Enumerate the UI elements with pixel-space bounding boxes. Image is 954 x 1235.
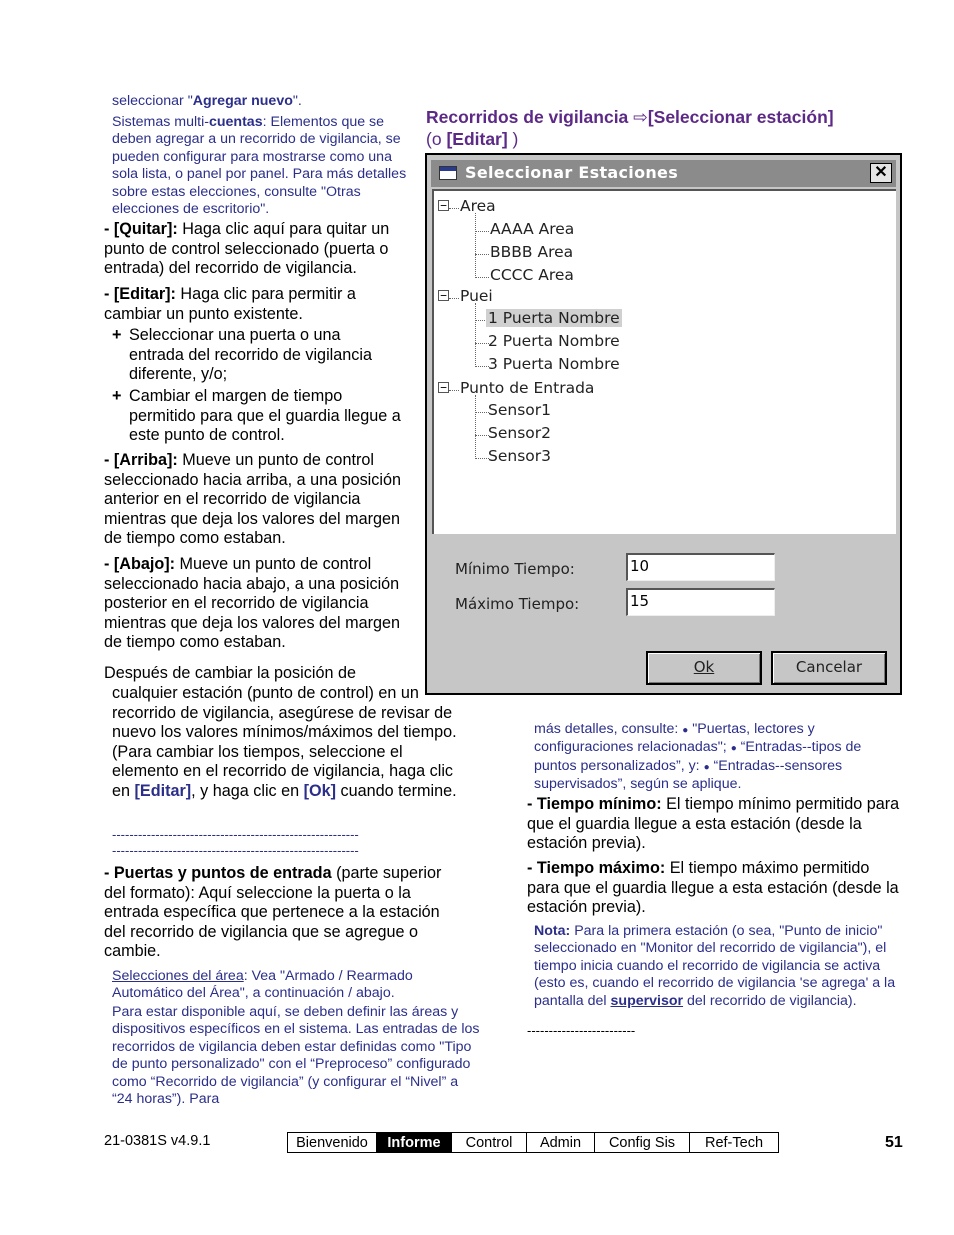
nav-config-sis[interactable]: Config Sis [595, 1133, 690, 1152]
puertas-item: - Puertas y puntos de entrada (parte superior del formato): Aquí seleccione la puerta o la entrada específica que pertenece a la estación del recorrido de vigilancia que se agregue o cambie. [104, 864, 442, 961]
abajo-item: - [Abajo]: Mueve un punto de control seleccionado hacia abajo, a una posición posterior en el recorrido de vigilancia mientras que deja los valores del margen de tiempo como estaban. [104, 555, 401, 652]
document-id: 21-0381S v4.9.1 [104, 1133, 211, 1149]
supervisor-link[interactable]: supervisor [610, 992, 684, 1009]
separator-line-1: --------------------------------------------------------- [112, 827, 359, 842]
arriba-item: - [Arriba]: Mueve un punto de control seleccionado hacia arriba, a una posición anterior en el recorrido de vigilancia mientras que deja los valores del margen de tiempo como estaban. [104, 451, 401, 548]
min-time-input[interactable]: 10 [626, 553, 775, 581]
station-tree[interactable] [432, 189, 896, 534]
collapse-area-icon[interactable]: − [438, 200, 449, 211]
editar-item: - [Editar]: Haga clic para permitir a cambiar un punto existente. [104, 285, 356, 323]
area-selection-link[interactable]: Selecciones del área [112, 968, 244, 984]
availability-note: Para estar disponible aquí, se deben definir las áreas y dispositivos específicos en el sistema. Las entradas de los recorridos de vigilancia deben estar definidas como "Tipo de punto personalizado" con el “Preproceso” configurado como “Recorrido de vigilancia” (y configurar el “Nivel” a “24 horas”). Para [112, 1004, 480, 1108]
plus-bullet-2: + [112, 387, 122, 405]
collapse-entry-icon[interactable]: − [438, 382, 449, 393]
select-stations-dialog [425, 153, 902, 695]
tree-node-door-item[interactable]: 2 Puerta Nombre [488, 332, 620, 350]
close-button[interactable]: ✕ [870, 163, 892, 183]
tree-node-entry-item[interactable]: Sensor1 [488, 401, 551, 419]
nav-ref-tech[interactable]: Ref-Tech [704, 1135, 764, 1151]
bullet-icon: ● [703, 761, 710, 773]
despues-first-line: Después de cambiar la posición de [104, 664, 356, 682]
dialog-title: Seleccionar Estaciones [465, 163, 679, 182]
min-time-label: Mínimo Tiempo: [455, 560, 575, 578]
max-time-description: - Tiempo máximo: El tiempo máximo permitido para que el guardia llegue a esta estación (desde la estación previa). [527, 859, 899, 917]
max-time-label: Máximo Tiempo: [455, 595, 580, 613]
footer-nav [287, 1132, 779, 1153]
despues-paragraph: cualquier estación (punto de control) en un recorrido de vigilancia, asegúrese de revisar de nuevo los valores mínimos/máximos del tiempo. (Para cambiar los tiempos, seleccione el elemento en el recorrido de vigilancia, haga clic en [Editar], y haga clic en [Ok] cuando termine. [112, 684, 457, 800]
tree-node-area[interactable]: Area [460, 197, 496, 215]
first-station-note: Nota: Para la primera estación (o sea, "Punto de inicio" seleccionado en "Monitor del recorrido de vigilancia"), el tiempo inicia cuando el recorrido de vigilancia se activa (esto es, cuando el recorrido de vigilancia 'se agrega' a la pantalla del supervisor del recorrido de vigilancia). [534, 923, 896, 1009]
nav-admin[interactable]: Admin [527, 1133, 595, 1152]
max-time-input[interactable]: 15 [626, 588, 775, 616]
tree-node-area-item[interactable]: BBBB Area [490, 243, 574, 261]
area-selection-note: Selecciones del área: Vea "Armado / Rearmado Automático del Área", a continuación / abajo. [112, 968, 413, 1002]
nav-informe[interactable]: Informe [377, 1133, 452, 1152]
tree-node-entry-item[interactable]: Sensor2 [488, 424, 551, 442]
arrow-right-icon: ⇨ [633, 107, 648, 127]
ok-button[interactable]: Ok [646, 651, 762, 685]
bullet-icon: ● [730, 743, 737, 755]
more-details-note: más detalles, consulte: ● "Puertas, lectores y configuraciones relacionadas"; ● “Entradas--tipos de puntos personalizados”, y: ● “Entradas--sensores supervisados”, según se aplique. [534, 721, 862, 793]
collapse-door-icon[interactable]: − [438, 290, 449, 301]
cancel-button[interactable]: Cancelar [771, 651, 887, 685]
tree-node-entry[interactable]: Punto de Entrada [460, 379, 595, 397]
intro-note: seleccionar "Agregar nuevo". [112, 93, 302, 109]
tree-node-entry-item[interactable]: Sensor3 [488, 447, 551, 465]
section-heading: Recorridos de vigilancia ⇨[Seleccionar estación] (o [Editar] ) [426, 107, 834, 149]
dialog-titlebar [431, 160, 896, 187]
plus-item-2: Cambiar el margen de tiempo permitido para que el guardia llegue a este punto de control. [129, 387, 401, 445]
tree-node-door[interactable]: Puei [460, 287, 493, 305]
min-time-description: - Tiempo mínimo: El tiempo mínimo permitido para que el guardia llegue a esta estación (desde la estación previa). [527, 795, 900, 853]
tree-node-area-item[interactable]: AAAA Area [490, 220, 575, 238]
quitar-item: - [Quitar]: Haga clic aquí para quitar un punto de control seleccionado (puerta o entrada) del recorrido de vigilancia. [104, 220, 390, 278]
tree-node-area-item[interactable]: CCCC Area [490, 266, 574, 284]
bullet-icon: ● [682, 725, 689, 736]
window-icon [439, 166, 457, 180]
nav-control[interactable]: Control [452, 1133, 527, 1152]
multi-account-note: Sistemas multi-cuentas: Elementos que se deben agregar a un recorrido de vigilancia, se pueden configurar para mostrarse como una sola lista, o panel por panel. Para más detalles sobre estas elecciones, consulte "Otras elecciones de escritorio". [112, 114, 407, 218]
tree-node-door-item[interactable]: 1 Puerta Nombre [488, 309, 620, 327]
plus-item-1: Seleccionar una puerta o una entrada del recorrido de vigilancia diferente, y/o; [129, 326, 372, 384]
nav-bienvenido[interactable]: Bienvenido [288, 1133, 377, 1152]
separator-line-2: --------------------------------------------------------- [112, 843, 359, 858]
page-number: 51 [885, 1134, 903, 1151]
tree-node-door-item[interactable]: 3 Puerta Nombre [488, 355, 620, 373]
plus-bullet-1: + [112, 326, 122, 344]
separator-line-3: ------------------------- [527, 1023, 636, 1038]
